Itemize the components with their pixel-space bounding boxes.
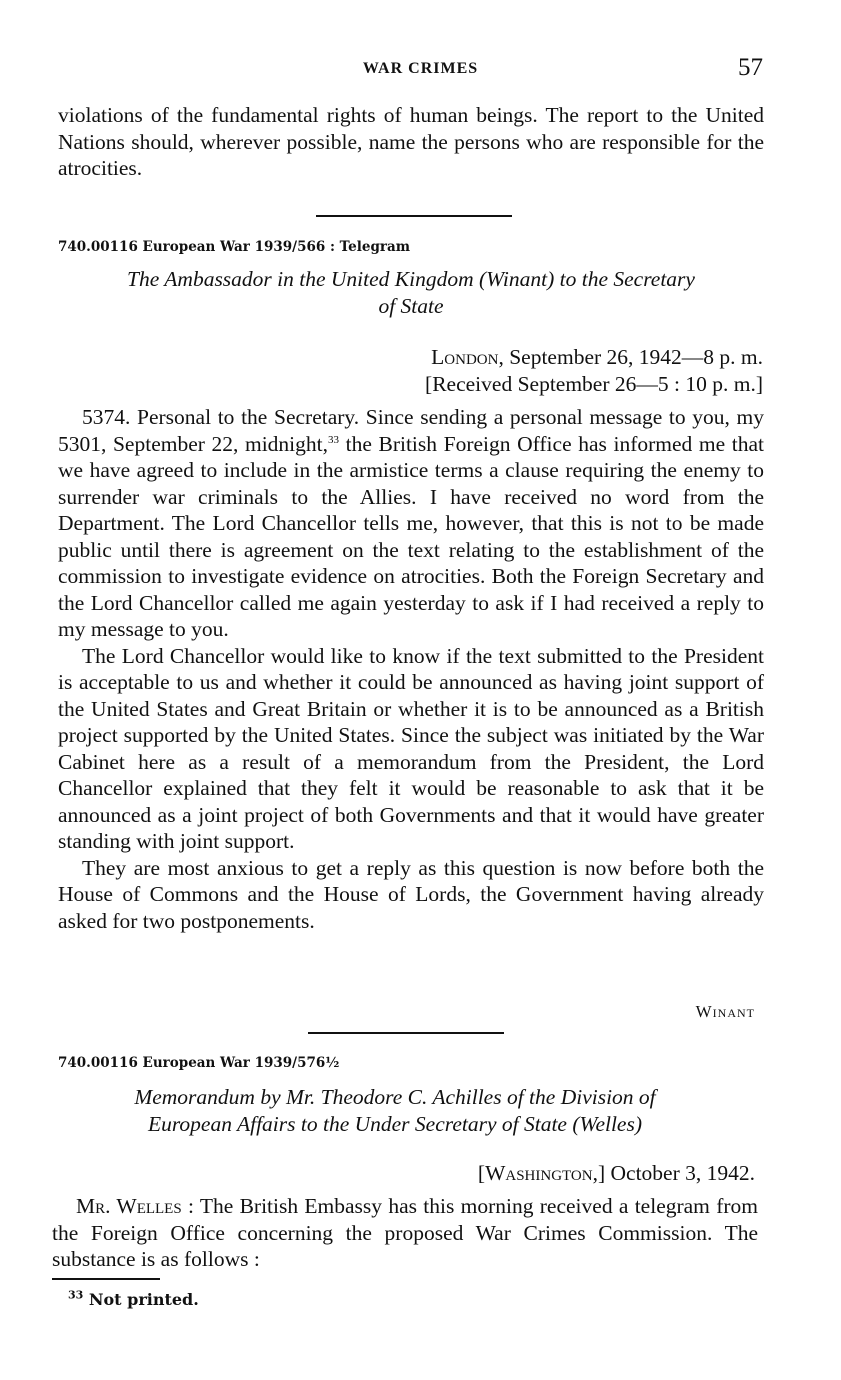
- document-heading-line1: The Ambassador in the United Kingdom (Winant) to the Secretary: [127, 267, 695, 291]
- memorandum-paragraph-1: [52, 1193, 758, 1273]
- page-number: 57: [738, 54, 763, 81]
- section-divider-2: [308, 1032, 504, 1034]
- file-reference: 740.00116 European War 1939/566 : Telegram: [58, 239, 411, 255]
- memorandum-place: [Washington,]: [477, 1161, 606, 1185]
- memorandum-heading-line1: Memorandum by Mr. Theodore C. Achilles of the Division of: [134, 1085, 656, 1109]
- memorandum-paragraph-1-text: : The British Embassy has this morning received a telegram from the Foreign Office concerning the proposed War Crimes Commission. The substance is as follows :: [52, 1194, 758, 1271]
- running-title: WAR CRIMES: [362, 60, 479, 77]
- footnote-reference: 33: [328, 433, 340, 446]
- continued-paragraph: [58, 102, 764, 182]
- memorandum-heading-line2: European Affairs to the Under Secretary of State (Welles): [147, 1112, 643, 1136]
- memorandum-salutation: Mr. Welles: [76, 1194, 182, 1218]
- telegram-paragraph-2: The Lord Chancellor would like to know if the text submitted to the President is acceptable to us and whether it could be announced as having joint support of the United States and Great Britain or whether it is to be announced as a British project supported by the United States. Since the subject was initiated by the War Cabinet here as a result of a memorandum from the President, the Lord Chancellor explained that they felt it would be reasonable to ask that it be announced as a joint project of both Governments and that it would have greater standing with joint support.: [58, 643, 764, 853]
- telegram-paragraph-1-part-b: the British Foreign Office has informed me that we have agreed to include in the armistice terms a clause requiring the enemy to surrender war criminals to the Allies. I have received no word from the Department. The Lord Chancellor tells me, however, that this is not to be made public until there is agreement on the text relating to the establishment of the commission to investigate evidence on atrocities. Both the Foreign Secretary and the Lord Chancellor called me again yesterday to ask if I had received a reply to my message to you.: [58, 431, 764, 641]
- dateline-date: September 26, 1942—8 p. m.: [503, 345, 763, 369]
- footnote: [68, 1290, 199, 1309]
- footnote-text: Not printed.: [83, 1290, 199, 1309]
- received-line: [Received September 26—5 : 10 p. m.]: [425, 372, 763, 396]
- memorandum-dateline: [478, 1160, 755, 1187]
- telegram-paragraph-1-part-a: 5374. Personal to the Secretary. Since sending a personal message to you, my 5301, September 22, midnight,: [58, 405, 764, 456]
- document-heading-line2: of State: [378, 294, 444, 318]
- continued-paragraph-text: violations of the fundamental rights of human beings. The report to the United Nations should, wherever possible, name the persons who are responsible for the atrocities.: [58, 103, 764, 180]
- section-divider: [316, 215, 512, 217]
- signature: Winant: [695, 1002, 755, 1021]
- document-heading: [58, 266, 764, 320]
- dateline: [431, 344, 763, 371]
- memorandum-body: [52, 1193, 758, 1273]
- memorandum-date: October 3, 1942.: [605, 1161, 755, 1185]
- running-head: [0, 54, 841, 82]
- telegram-paragraph-1: [58, 404, 764, 643]
- dateline-place: London,: [431, 345, 504, 369]
- telegram-paragraph-3: They are most anxious to get a reply as this question is now before both the House of Commons and the House of Lords, the Government having already asked for two postponements.: [58, 855, 764, 933]
- footnote-marker: 33: [68, 1288, 84, 1302]
- telegram-body: [58, 404, 764, 934]
- footnote-rule: [52, 1278, 160, 1280]
- file-reference-2: 740.00116 European War 1939/576½: [58, 1055, 340, 1071]
- memorandum-heading: [42, 1084, 748, 1138]
